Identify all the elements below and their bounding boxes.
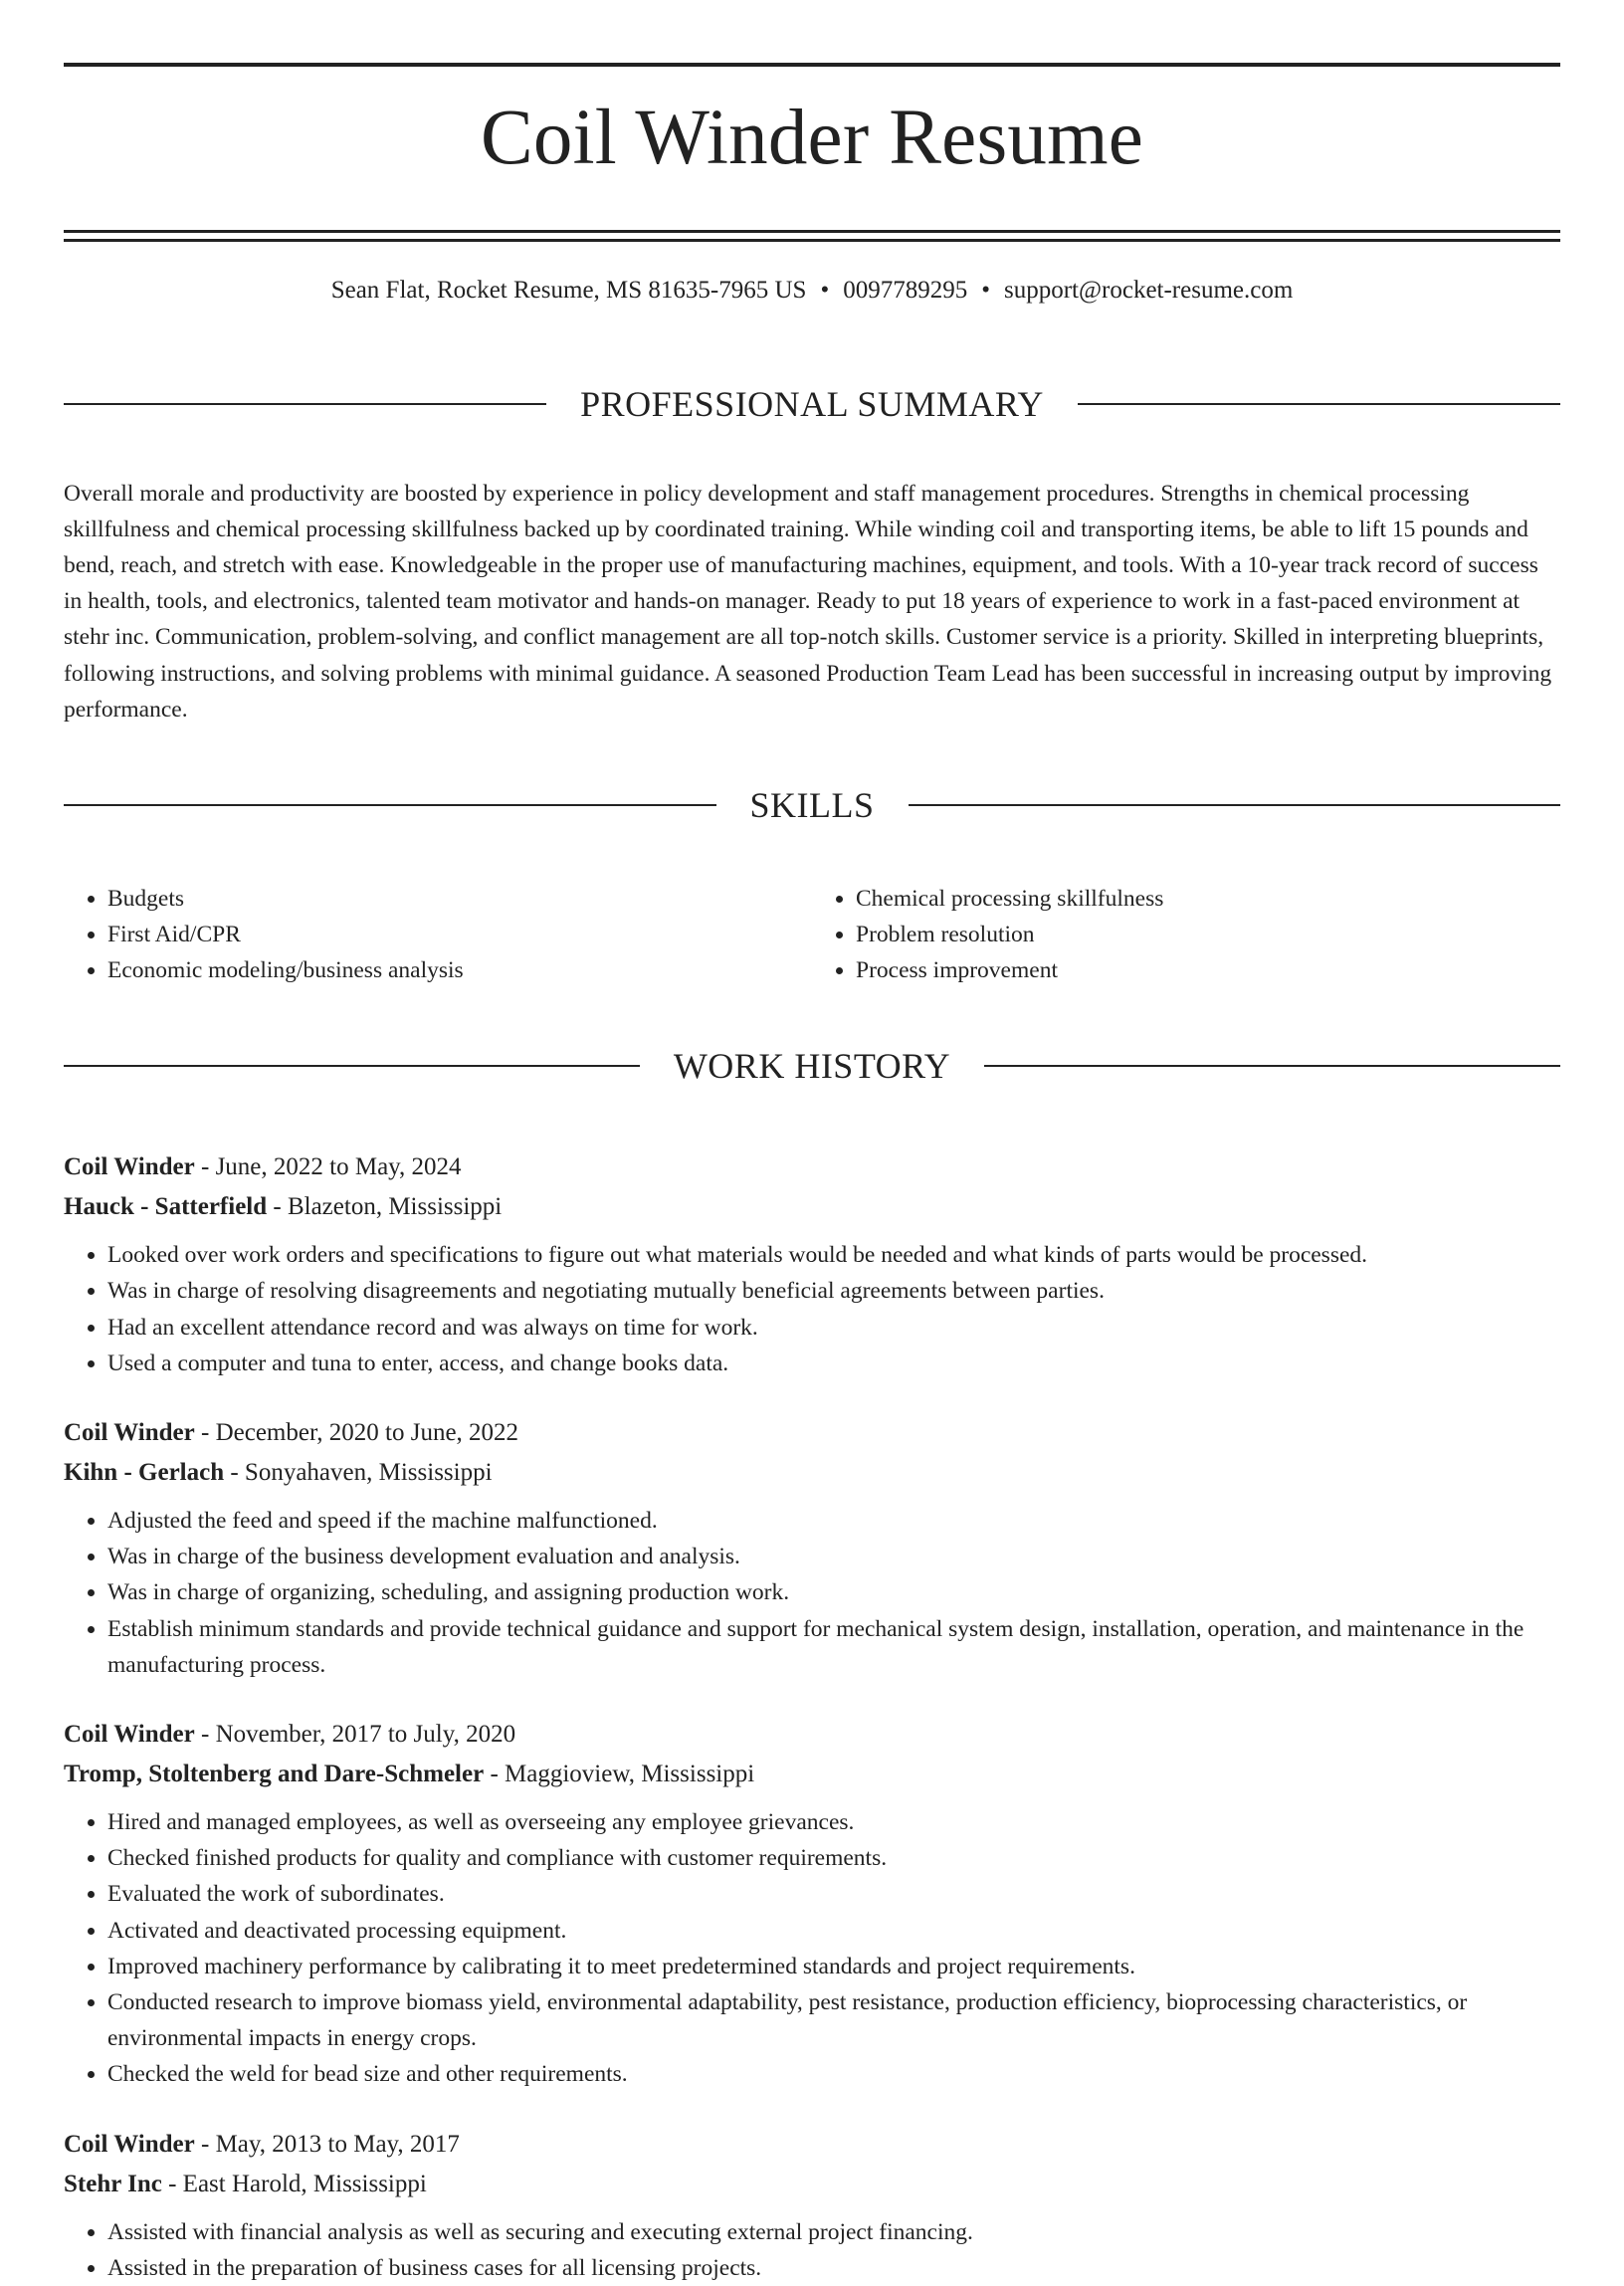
job-entry bbox=[64, 1147, 1560, 1381]
header-top-rule bbox=[64, 63, 1560, 67]
skills-column-left bbox=[64, 881, 812, 989]
summary-heading-label: PROFESSIONAL SUMMARY bbox=[580, 383, 1044, 424]
job-dates: - May, 2013 to May, 2017 bbox=[194, 2130, 460, 2158]
job-duty-item: • Activated and deactivated processing equipment. bbox=[107, 1913, 1560, 1949]
job-duty-item: • Checked the weld for bead size and other requirements. bbox=[107, 2056, 1560, 2092]
contact-email: support@rocket-resume.com bbox=[1004, 276, 1294, 304]
job-dates: - November, 2017 to July, 2020 bbox=[194, 1721, 516, 1749]
job-duty-item: • Looked over work orders and specifications to figure out what materials would be needed and what kinds of parts would be processed. bbox=[107, 1237, 1560, 1273]
job-duties-list bbox=[64, 2214, 1560, 2286]
job-duty-item: • Establish minimum standards and provide technical guidance and support for mechanical system design, installation, operation, and maintenance in the manufacturing process. bbox=[107, 1611, 1560, 1683]
heading-rule-right bbox=[984, 1065, 1560, 1067]
job-duty-item: • Adjusted the feed and speed if the machine malfunctioned. bbox=[107, 1503, 1560, 1539]
job-title-line bbox=[64, 1147, 1560, 1187]
job-duty-item: • Had an excellent attendance record and was always on time for work. bbox=[107, 1310, 1560, 1346]
job-duty-item: • Assisted in the preparation of business cases for all licensing projects. bbox=[107, 2250, 1560, 2286]
skill-item: • Problem resolution bbox=[856, 917, 1560, 952]
job-company: Hauck - Satterfield bbox=[64, 1193, 268, 1221]
job-duty-item: • Conducted research to improve biomass yield, environmental adaptability, pest resistance, production efficiency, bioprocessing characteristics, or environmental impacts in energy crops. bbox=[107, 1984, 1560, 2056]
job-company-line bbox=[64, 1453, 1560, 1493]
job-duties-list bbox=[64, 1804, 1560, 2093]
skills-list bbox=[64, 881, 1560, 989]
job-company-line bbox=[64, 2165, 1560, 2204]
skill-item: • Process improvement bbox=[856, 952, 1560, 988]
job-title: Coil Winder bbox=[64, 1419, 195, 1447]
job-location: - Blazeton, Mississippi bbox=[267, 1193, 503, 1221]
job-location: - Sonyahaven, Mississippi bbox=[224, 1459, 493, 1487]
job-title: Coil Winder bbox=[64, 1153, 195, 1181]
heading-rule-left bbox=[64, 1065, 640, 1067]
job-duty-item: • Checked finished products for quality and compliance with customer requirements. bbox=[107, 1840, 1560, 1876]
job-company: Tromp, Stoltenberg and Dare-Schmeler bbox=[64, 1761, 485, 1788]
job-company-line bbox=[64, 1755, 1560, 1794]
job-company-line bbox=[64, 1187, 1560, 1227]
job-duty-item: • Evaluated the work of subordinates. bbox=[107, 1876, 1560, 1912]
job-location: - East Harold, Mississippi bbox=[161, 2170, 427, 2197]
heading-rule-right bbox=[909, 804, 1561, 806]
skills-heading-label: SKILLS bbox=[749, 784, 875, 825]
skill-item: • Budgets bbox=[107, 881, 812, 917]
contact-address: Sean Flat, Rocket Resume, MS 81635-7965 US bbox=[330, 276, 807, 304]
job-title-line bbox=[64, 2125, 1560, 2165]
heading-rule-left bbox=[64, 403, 546, 405]
job-duty-item: • Improved machinery performance by calibrating it to meet predetermined standards and project requirements. bbox=[107, 1949, 1560, 1984]
job-company: Stehr Inc bbox=[64, 2170, 162, 2197]
contact-separator: • bbox=[820, 276, 830, 304]
job-dates: - December, 2020 to June, 2022 bbox=[194, 1419, 519, 1447]
heading-rule-left bbox=[64, 804, 716, 806]
job-dates: - June, 2022 to May, 2024 bbox=[194, 1153, 462, 1181]
contact-line bbox=[64, 278, 1560, 303]
job-duty-item: • Was in charge of resolving disagreements and negotiating mutually beneficial agreements between parties. bbox=[107, 1273, 1560, 1309]
resume-page bbox=[0, 63, 1624, 2281]
heading-rule-right bbox=[1078, 403, 1560, 405]
job-location: - Maggioview, Mississippi bbox=[484, 1761, 755, 1788]
skill-item: • First Aid/CPR bbox=[107, 917, 812, 952]
work-heading-label: WORK HISTORY bbox=[673, 1046, 951, 1087]
job-title-line bbox=[64, 1413, 1560, 1453]
summary-section-heading bbox=[64, 356, 1560, 452]
job-duties-list bbox=[64, 1503, 1560, 1683]
skill-item: • Chemical processing skillfulness bbox=[856, 881, 1560, 917]
header-double-rule bbox=[64, 230, 1560, 242]
job-company: Kihn - Gerlach bbox=[64, 1459, 225, 1487]
contact-separator: • bbox=[981, 276, 990, 304]
job-duty-item: • Was in charge of the business development evaluation and analysis. bbox=[107, 1539, 1560, 1574]
job-duty-item: • Hired and managed employees, as well as overseeing any employee grievances. bbox=[107, 1804, 1560, 1840]
professional-summary-text: Overall morale and productivity are boosted by experience in policy development and staff management procedures. Strengths in chemical processing skillfulness and chemical processing skillfulness backed up by coordinated training. While winding coil and transporting items, be able to lift 15 pounds and bend, reach, and stretch with ease. Knowledgeable in the proper use of manufacturing machines, equipment, and tools. With a 10-year track record of success in health, tools, and electronics, talented team motivator and hands-on manager. Ready to put 18 years of experience to work in a fast-paced environment at stehr inc. Communication, problem-solving, and conflict management are all top-notch skills. Customer service is a priority. Skilled in interpreting blueprints, following instructions, and solving problems with minimal guidance. A seasoned Production Team Lead has been successful in increasing output by improving performance. bbox=[64, 480, 1552, 723]
job-duty-item: • Used a computer and tuna to enter, access, and change books data. bbox=[107, 1346, 1560, 1381]
job-entry bbox=[64, 1715, 1560, 2093]
skills-section-heading bbox=[64, 757, 1560, 853]
work-history-section-heading bbox=[64, 1018, 1560, 1114]
job-title-line bbox=[64, 1715, 1560, 1755]
job-duties-list bbox=[64, 1237, 1560, 1381]
job-entry bbox=[64, 2125, 1560, 2286]
contact-phone: 0097789295 bbox=[843, 276, 968, 304]
skill-item: • Economic modeling/business analysis bbox=[107, 952, 812, 988]
job-title: Coil Winder bbox=[64, 2130, 195, 2158]
skills-column-right bbox=[812, 881, 1560, 989]
job-title: Coil Winder bbox=[64, 1721, 195, 1749]
resume-title: Coil Winder Resume bbox=[481, 95, 1143, 181]
job-duty-item: • Assisted with financial analysis as well as securing and executing external project financing. bbox=[107, 2214, 1560, 2250]
job-duty-item: • Was in charge of organizing, scheduling, and assigning production work. bbox=[107, 1574, 1560, 1610]
job-entry bbox=[64, 1413, 1560, 1683]
